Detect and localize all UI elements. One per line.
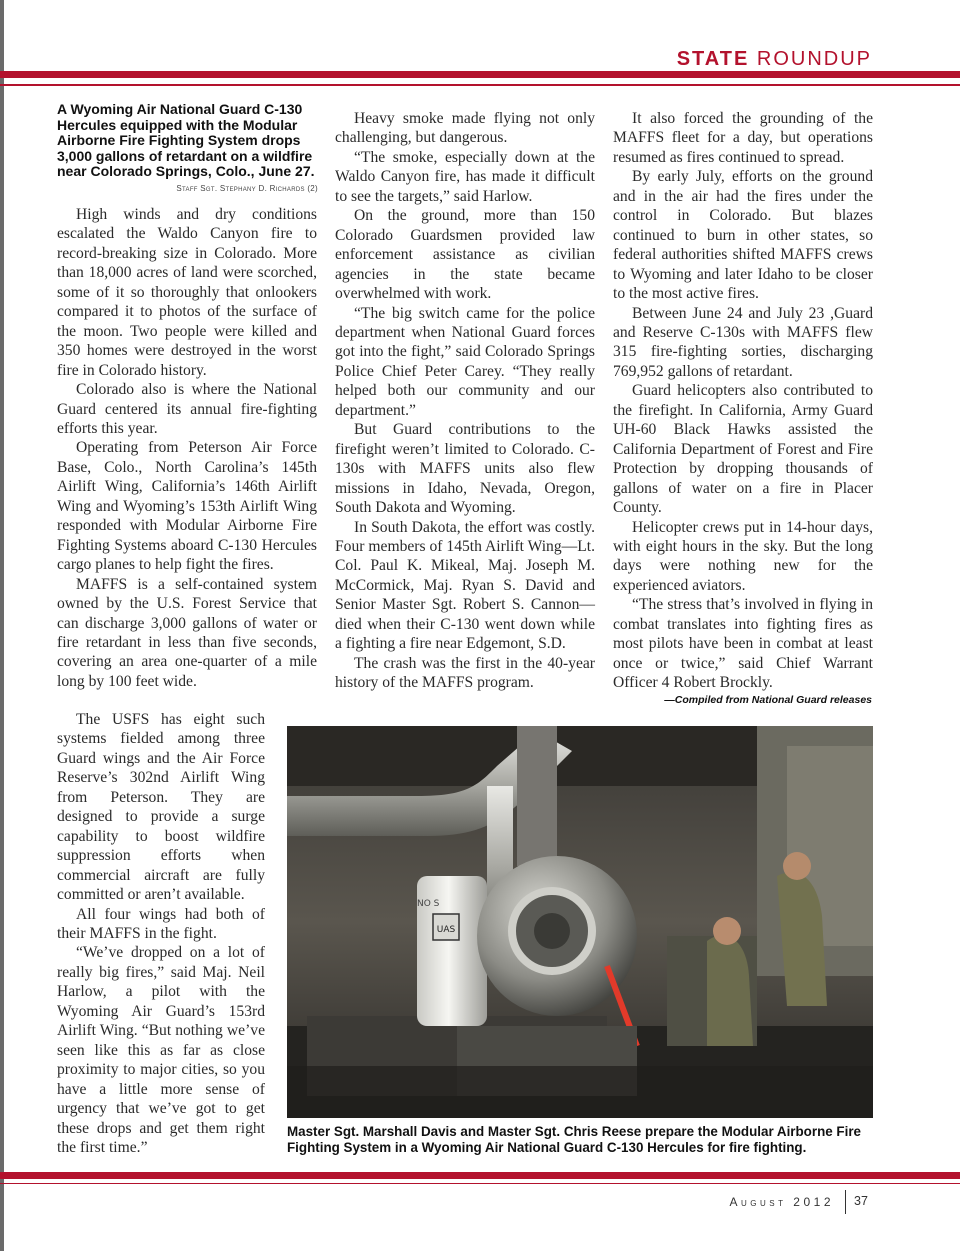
bottom-thin-rule [0, 1183, 960, 1184]
usfs-badge-text: UAS [436, 925, 456, 935]
bottom-photo-caption: Master Sgt. Marshall Davis and Master Sgt. Chris Reese prepare the Modular Airborne Fire Fighting System in a Wyoming Air National Guard C-130 Hercules for fire fighting. [287, 1124, 861, 1155]
top-thin-rule [0, 84, 960, 86]
photo-illustration [287, 726, 873, 1118]
paragraph: High winds and dry conditions escalated the Waldo Canyon fire to record-breaking size in Colorado. More than 18,000 acres of land were scorched, some of it so thoroughly that onlookers compared it to photos of the surface of the moon. Two people were killed and 350 homes were destroyed in the worst fire in Colorado history. [57, 206, 317, 379]
section-label [677, 48, 872, 71]
paragraph: MAFFS is a self-contained system owned by the U.S. Forest Service that can discharge 3,000 gallons of water or fire retardant in less than five seconds, covering an area one-quarter of a mile long by 100 feet wide. [57, 575, 317, 690]
page-number: 37 [854, 1194, 868, 1208]
paragraph: Colorado also is where the National Guard centered its annual fire-fighting efforts this year. [57, 381, 317, 437]
paragraph: “The stress that’s involved in flying in combat translates into fighting fires as most pilots have been in combat at least once or twice,” said Chief Warrant Officer 4 Robert Brockly. [613, 596, 873, 692]
top-photo-caption: A Wyoming Air National Guard C-130 Hercules equipped with the Modular Airborne Fire Fighting System drops 3,000 gallons of retardant on a wildfire near Colorado Springs, Colo., June 27. [57, 101, 315, 180]
tank-label-text: NO S [417, 899, 440, 909]
footer-separator [845, 1190, 846, 1214]
paragraph: “The smoke, especially down at the Waldo Canyon fire, has made it difficult to see the targets,” said Harlow. [335, 148, 595, 205]
page-edge [0, 0, 4, 1251]
photo-maffs-cargo-bay [287, 726, 873, 1118]
paragraph: In South Dakota, the effort was costly. Four members of 145th Airlift Wing—Lt. Col. Paul K. Mikeal, Maj. Joseph M. McCormick, Maj. Ryan S. David and Senior Master Sgt. Robert S. Cannon—died when their C-130 went down while a fighting a fire near Edgemont, S.D. [335, 518, 595, 653]
paragraph: It also forced the grounding of the MAFFS fleet for a day, but operations resumed as fires continued to spread. [613, 110, 873, 166]
paragraph: The USFS has eight such systems fielded among three Guard wings and the Air Force Reserve’s 302nd Airlift Wing from Peterson. They are designed to provide a surge capability to boost wildfire suppression efforts when commercial aircraft are fully committed or aren’t available. [57, 711, 265, 904]
paragraph: Helicopter crews put in 14-hour days, with eight hours in the sky. But the long days were nothing new for the experienced aviators. [613, 518, 873, 594]
top-rule [0, 71, 960, 78]
paragraph: Heavy smoke made flying not only challenging, but dangerous. [335, 110, 595, 147]
article-column-1 [57, 205, 317, 691]
article-signoff: —Compiled from National Guard releases [664, 694, 872, 706]
article-column-1-continued [57, 710, 265, 1157]
section-label-bold: STATE [676, 48, 750, 70]
paragraph: But Guard contributions to the firefight weren’t limited to Colorado. C-130s with MAFFS units also flew missions in Idaho, Nevada, Oregon, South Dakota and Wyoming. [335, 421, 595, 517]
paragraph: Between June 24 and July 23 ,Guard and Reserve C-130s with MAFFS flew 315 fire-fighting sorties, discharging 769,952 gallons of retardant. [613, 304, 873, 380]
paragraph: “The big switch came for the police department when National Guard forces got into the fight,” said Colorado Springs Police Chief Peter Carey. “They really helped both our community and our department.” [335, 304, 595, 419]
paragraph: Guard helicopters also contributed to the firefight. In California, Army Guard UH-60 Black Hawks assisted the California Department of Forest and Fire Protection by dropping thousands of gallons of water on a fire in Placer County. [613, 382, 873, 517]
paragraph: All four wings had both of their MAFFS in the fight. [57, 905, 265, 942]
paragraph: “We’ve dropped on a lot of really big fires,” said Maj. Neil Harlow, a pilot with the Wyoming Air Guard’s 153rd Airlift Wing. “But nothing we’ve seen like this as far as close proximity to major cities, so you have a little more sense of urgency that we’ve got to get these drops and get them right the first time.” [57, 944, 265, 1156]
paragraph: On the ground, more than 150 Colorado Guardsmen provided law enforcement assistance as civilian agencies in the state became overwhelmed with work. [335, 207, 595, 303]
section-label-light: ROUNDUP [756, 48, 872, 70]
bottom-rule [0, 1172, 960, 1179]
photo-credit: Staff Sgt. Stephany D. Richards (2) [176, 184, 318, 193]
paragraph: The crash was the first in the 40-year history of the MAFFS program. [335, 654, 595, 692]
article-column-3 [613, 109, 873, 693]
article-column-2 [335, 109, 595, 693]
issue-date: August 2012 [729, 1195, 834, 1209]
paragraph: By early July, efforts on the ground and in the air had the fires under the control in Colorado. But blazes continued to burn in other states, so federal authorities shifted MAFFS crews to Wyoming and later Idaho to be closer to the most active fires. [613, 168, 873, 303]
paragraph: Operating from Peterson Air Force Base, Colo., North Carolina’s 145th Airlift Wing, California’s 146th Airlift Wing and Wyoming’s 153th Airlift Wing responded with Modular Airborne Fire Fighting Systems aboard C-130 Hercules cargo planes to help fight the fires. [57, 439, 317, 574]
